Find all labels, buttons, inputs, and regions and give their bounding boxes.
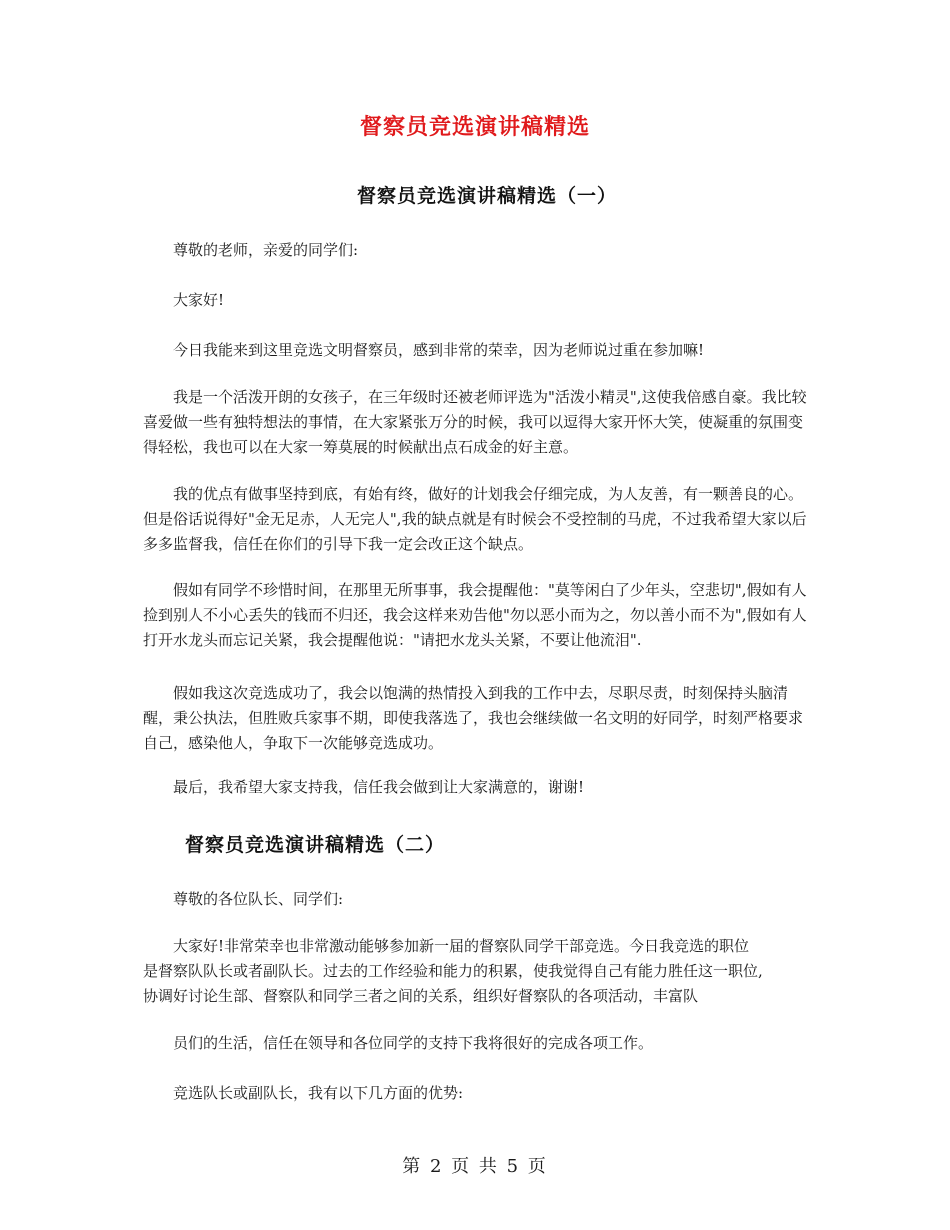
document-title: 督察员竞选演讲稿精选 <box>359 114 590 140</box>
section-2-paragraph-3: 竞选队长或副队长，我有以下几方面的优势: <box>173 1084 464 1102</box>
section-1-paragraph-3: 我的优点有做事坚持到底，有始有终，做好的计划我会仔细完成，为人友善，有一颗善良的心。但是俗话说得好"金无足赤，人无完人",我的缺点就是有时候会不受控制的马虎，不过我希望大家以后多多监督我，信任在你们的引导下我一定会改正这个缺点。 <box>143 485 807 553</box>
section-1-paragraph-2: 我是一个活泼开朗的女孩子，在三年级时还被老师评选为"活泼小精灵",这使我倍感自豪。我比较喜爱做一些有独特想法的事情，在大家紧张万分的时候，我可以逗得大家开怀大笑，使凝重的氛围变得轻松，我也可以在大家一筹莫展的时候献出点石成金的好主意。 <box>143 388 807 456</box>
section-1-hello: 大家好! <box>173 291 225 309</box>
section-1-greeting: 尊敬的老师，亲爱的同学们: <box>173 241 359 259</box>
section-1-paragraph-4: 假如有同学不珍惜时间，在那里无所事事，我会提醒他："莫等闲白了少年头，空悲切",假如有人捡到别人不小心丢失的钱而不归还，我会这样来劝告他"勿以恶小而为之，勿以善小而不为",假如有人打开水龙头而忘记关紧，我会提醒他说："请把水龙头关紧，不要让他流泪". <box>143 581 807 649</box>
section-2-heading: 督察员竞选演讲稿精选（二） <box>185 834 446 856</box>
section-2-paragraph-1-line-2: 是督察队队长或者副队长。过去的工作经验和能力的积累，使我觉得自己有能力胜任这一职位, <box>143 962 763 980</box>
section-2-paragraph-2: 员们的生活，信任在领导和各位同学的支持下我将很好的完成各项工作。 <box>173 1034 654 1052</box>
section-2-paragraph-1-line-1: 大家好!非常荣幸也非常激动能够参加新一届的督察队同学干部竞选。今日我竞选的职位 <box>173 937 750 955</box>
section-2-paragraph-1-line-3: 协调好讨论生部、督察队和同学三者之间的关系，组织好督察队的各项活动，丰富队 <box>143 987 699 1005</box>
section-1-paragraph-6: 最后，我希望大家支持我，信任我会做到让大家满意的，谢谢! <box>173 778 585 796</box>
section-1-paragraph-5: 假如我这次竞选成功了，我会以饱满的热情投入到我的工作中去，尽职尽责，时刻保持头脑清醒，秉公执法，但胜败兵家事不期，即使我落选了，我也会继续做一名文明的好同学，时刻严格要求自己，感染他人，争取下一次能够竞选成功。 <box>143 684 804 752</box>
page-number-footer: 第 2 页 共 5 页 <box>402 1156 548 1177</box>
section-2-greeting: 尊敬的各位队长、同学们: <box>173 890 344 908</box>
section-1-heading: 督察员竞选演讲稿精选（一） <box>357 185 618 207</box>
section-1-paragraph-1: 今日我能来到这里竞选文明督察员，感到非常的荣幸，因为老师说过重在参加嘛! <box>173 341 705 359</box>
